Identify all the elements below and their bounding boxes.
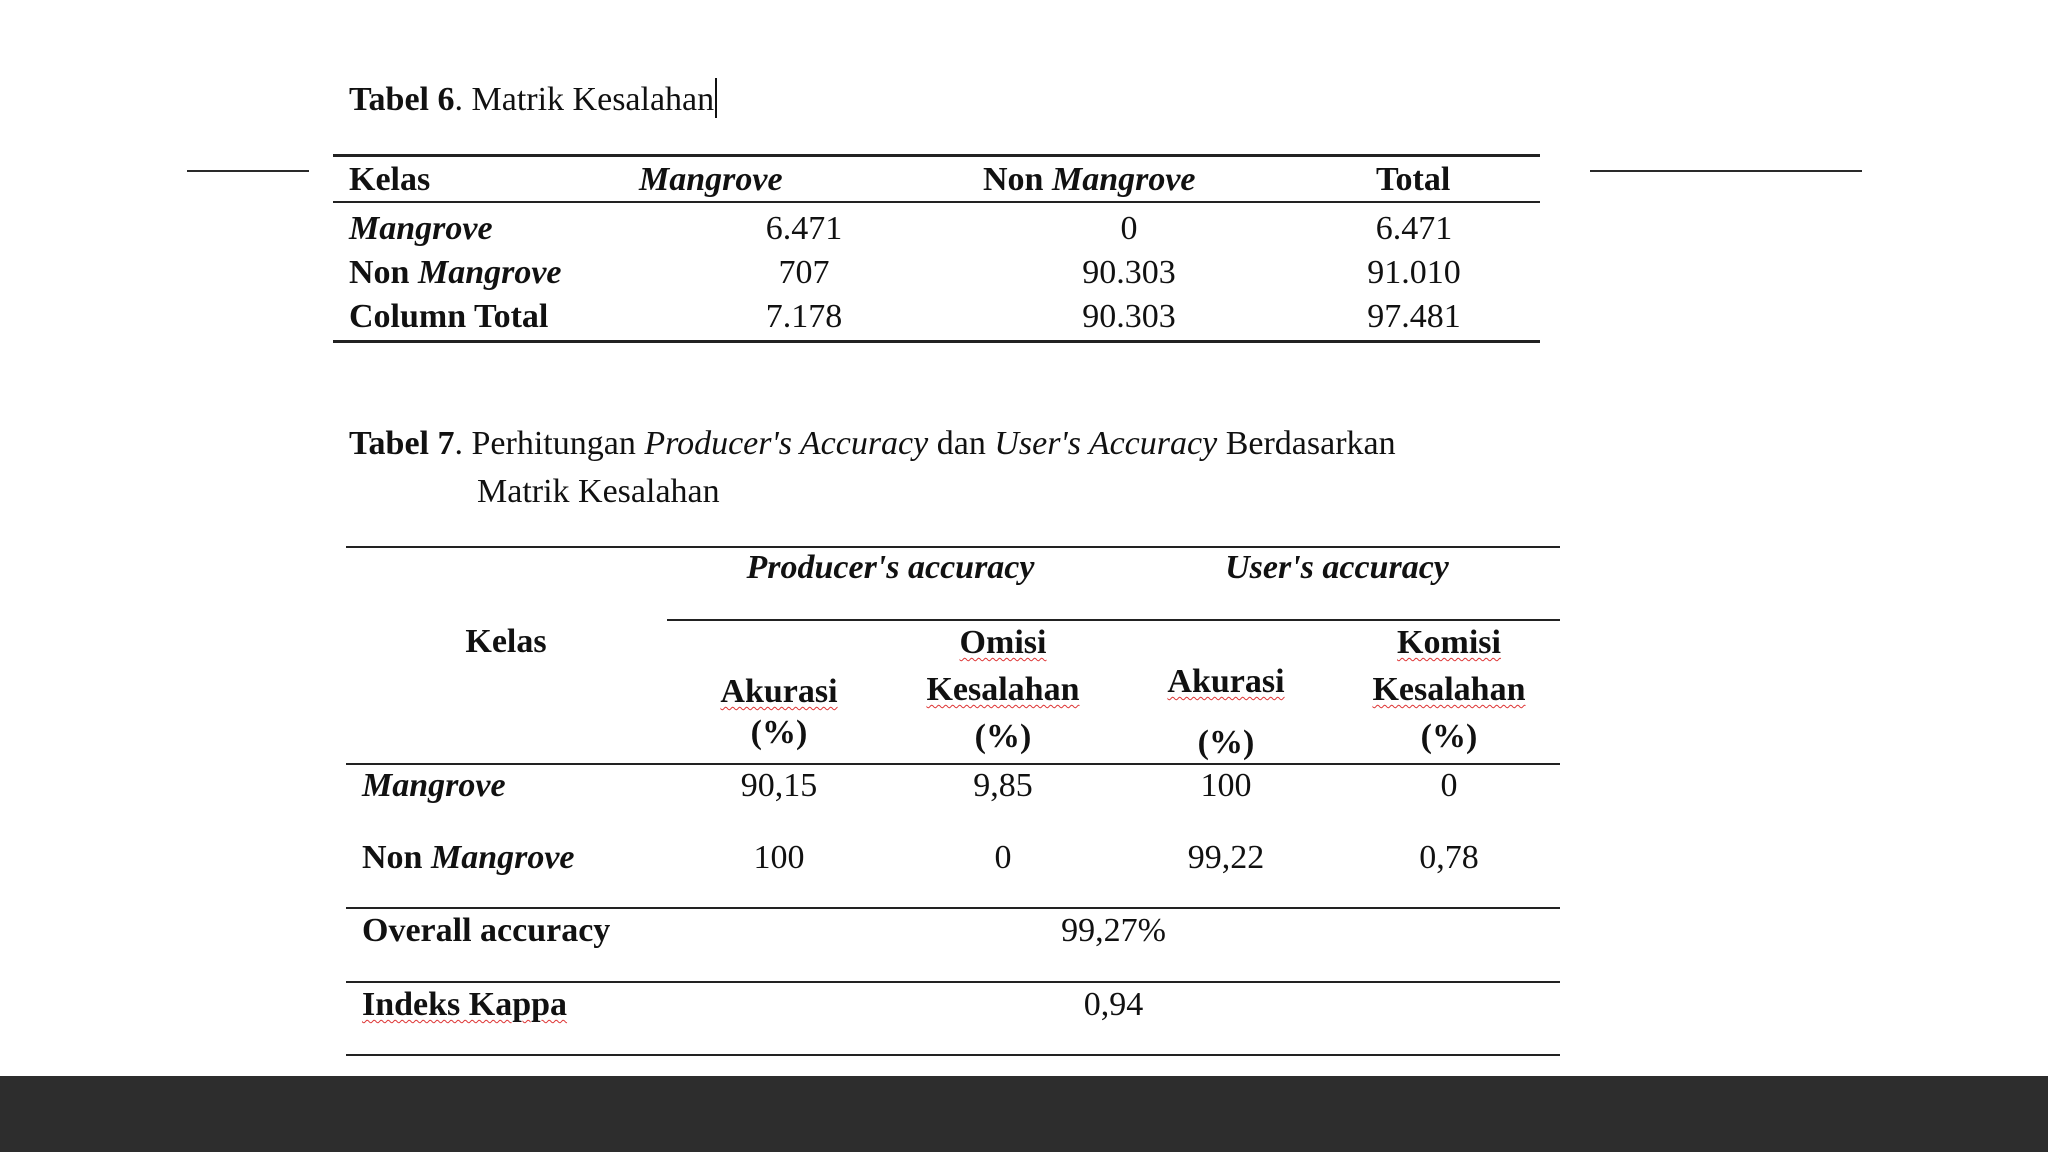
document-page: [309, 60, 1590, 1078]
bottom-bar: [0, 1076, 2048, 1152]
table7-header-user-accuracy: User's accuracy: [1225, 549, 1449, 586]
table6-header-mangrove: Mangrove: [639, 161, 783, 198]
table7-rule-overall: [346, 907, 1560, 909]
table7-subheader-pa-akurasi: Akurasi: [720, 673, 838, 710]
table7-subheader-omisi: Omisi: [959, 624, 1047, 661]
table7-kappa-label: Indeks Kappa: [362, 986, 568, 1023]
table7-cell-ua-komisi: 0,78: [1419, 839, 1479, 876]
table6-header-total: Total: [1376, 161, 1451, 198]
table7-subheader-komisi: Komisi: [1397, 624, 1501, 661]
table7-overall-value: 99,27%: [1061, 912, 1166, 949]
table6-row-label: Mangrove: [349, 210, 493, 247]
table6-cell-non-mangrove: 0: [1120, 210, 1138, 247]
table6-cell-mangrove: 6.471: [765, 210, 843, 247]
table6-row-label: Column Total: [349, 298, 549, 335]
table7-caption: Tabel 7. Perhitungan Producer's Accuracy dan User's Accuracy Berdasarkan: [349, 425, 1396, 462]
table7-cell-pa-omisi: 0: [994, 839, 1012, 876]
table7-row-label: Non Mangrove: [362, 839, 575, 876]
table7-subheader-ua-percent: (%): [1197, 724, 1255, 761]
table7-cell-pa-akurasi: 90,15: [740, 767, 818, 804]
table7-kappa-value: 0,94: [1083, 986, 1144, 1023]
table6-cell-total: 97.481: [1367, 298, 1461, 335]
table7-subheader-komisi-percent: (%): [1420, 718, 1478, 755]
decorative-rule-left: [187, 170, 309, 172]
table7-subheader-ua-akurasi: Akurasi: [1167, 663, 1285, 700]
table6-header-kelas: Kelas: [349, 161, 431, 198]
table6-row-label: Non Mangrove: [349, 254, 562, 291]
table7-cell-pa-omisi: 9,85: [973, 767, 1033, 804]
table7-group-rule: [667, 619, 1560, 621]
table6-header-non-mangrove: Non Mangrove: [983, 161, 1196, 198]
table6-cell-mangrove: 707: [778, 254, 830, 291]
table7-row-label: Mangrove: [362, 767, 506, 804]
table6-cell-total: 6.471: [1375, 210, 1453, 247]
table6-cell-mangrove: 7.178: [765, 298, 843, 335]
table6-cell-total: 91.010: [1367, 254, 1461, 291]
table6-bottom-rule: [333, 340, 1540, 343]
table7-rule-kappa: [346, 981, 1560, 983]
table7-header-kelas: Kelas: [465, 623, 547, 660]
table7-subheader-komisi-kesalahan: Kesalahan: [1372, 671, 1526, 708]
table7-cell-ua-akurasi: 100: [1200, 767, 1252, 804]
table7-cell-ua-komisi: 0: [1440, 767, 1458, 804]
table7-header-producer-accuracy: Producer's accuracy: [746, 549, 1035, 586]
table6-cell-non-mangrove: 90.303: [1082, 254, 1176, 291]
table7-bottom-rule: [346, 1054, 1560, 1056]
table6-header-rule: [333, 201, 1540, 203]
table7-cell-pa-akurasi: 100: [753, 839, 805, 876]
table7-subheader-omisi-kesalahan: Kesalahan: [926, 671, 1080, 708]
text-cursor: [715, 78, 717, 118]
table6-top-rule: [333, 154, 1540, 157]
table7-subheader-pa-percent: (%): [750, 714, 808, 751]
table7-cell-ua-akurasi: 99,22: [1187, 839, 1265, 876]
table6-cell-non-mangrove: 90.303: [1082, 298, 1176, 335]
table6-caption: Tabel 6. Matrik Kesalahan: [349, 76, 717, 124]
table7-header-rule: [346, 763, 1560, 765]
table7-caption-line2: Matrik Kesalahan: [477, 473, 720, 510]
table7-subheader-omisi-percent: (%): [974, 718, 1032, 755]
decorative-rule-right: [1590, 170, 1862, 172]
table7-overall-label: Overall accuracy: [362, 912, 611, 949]
